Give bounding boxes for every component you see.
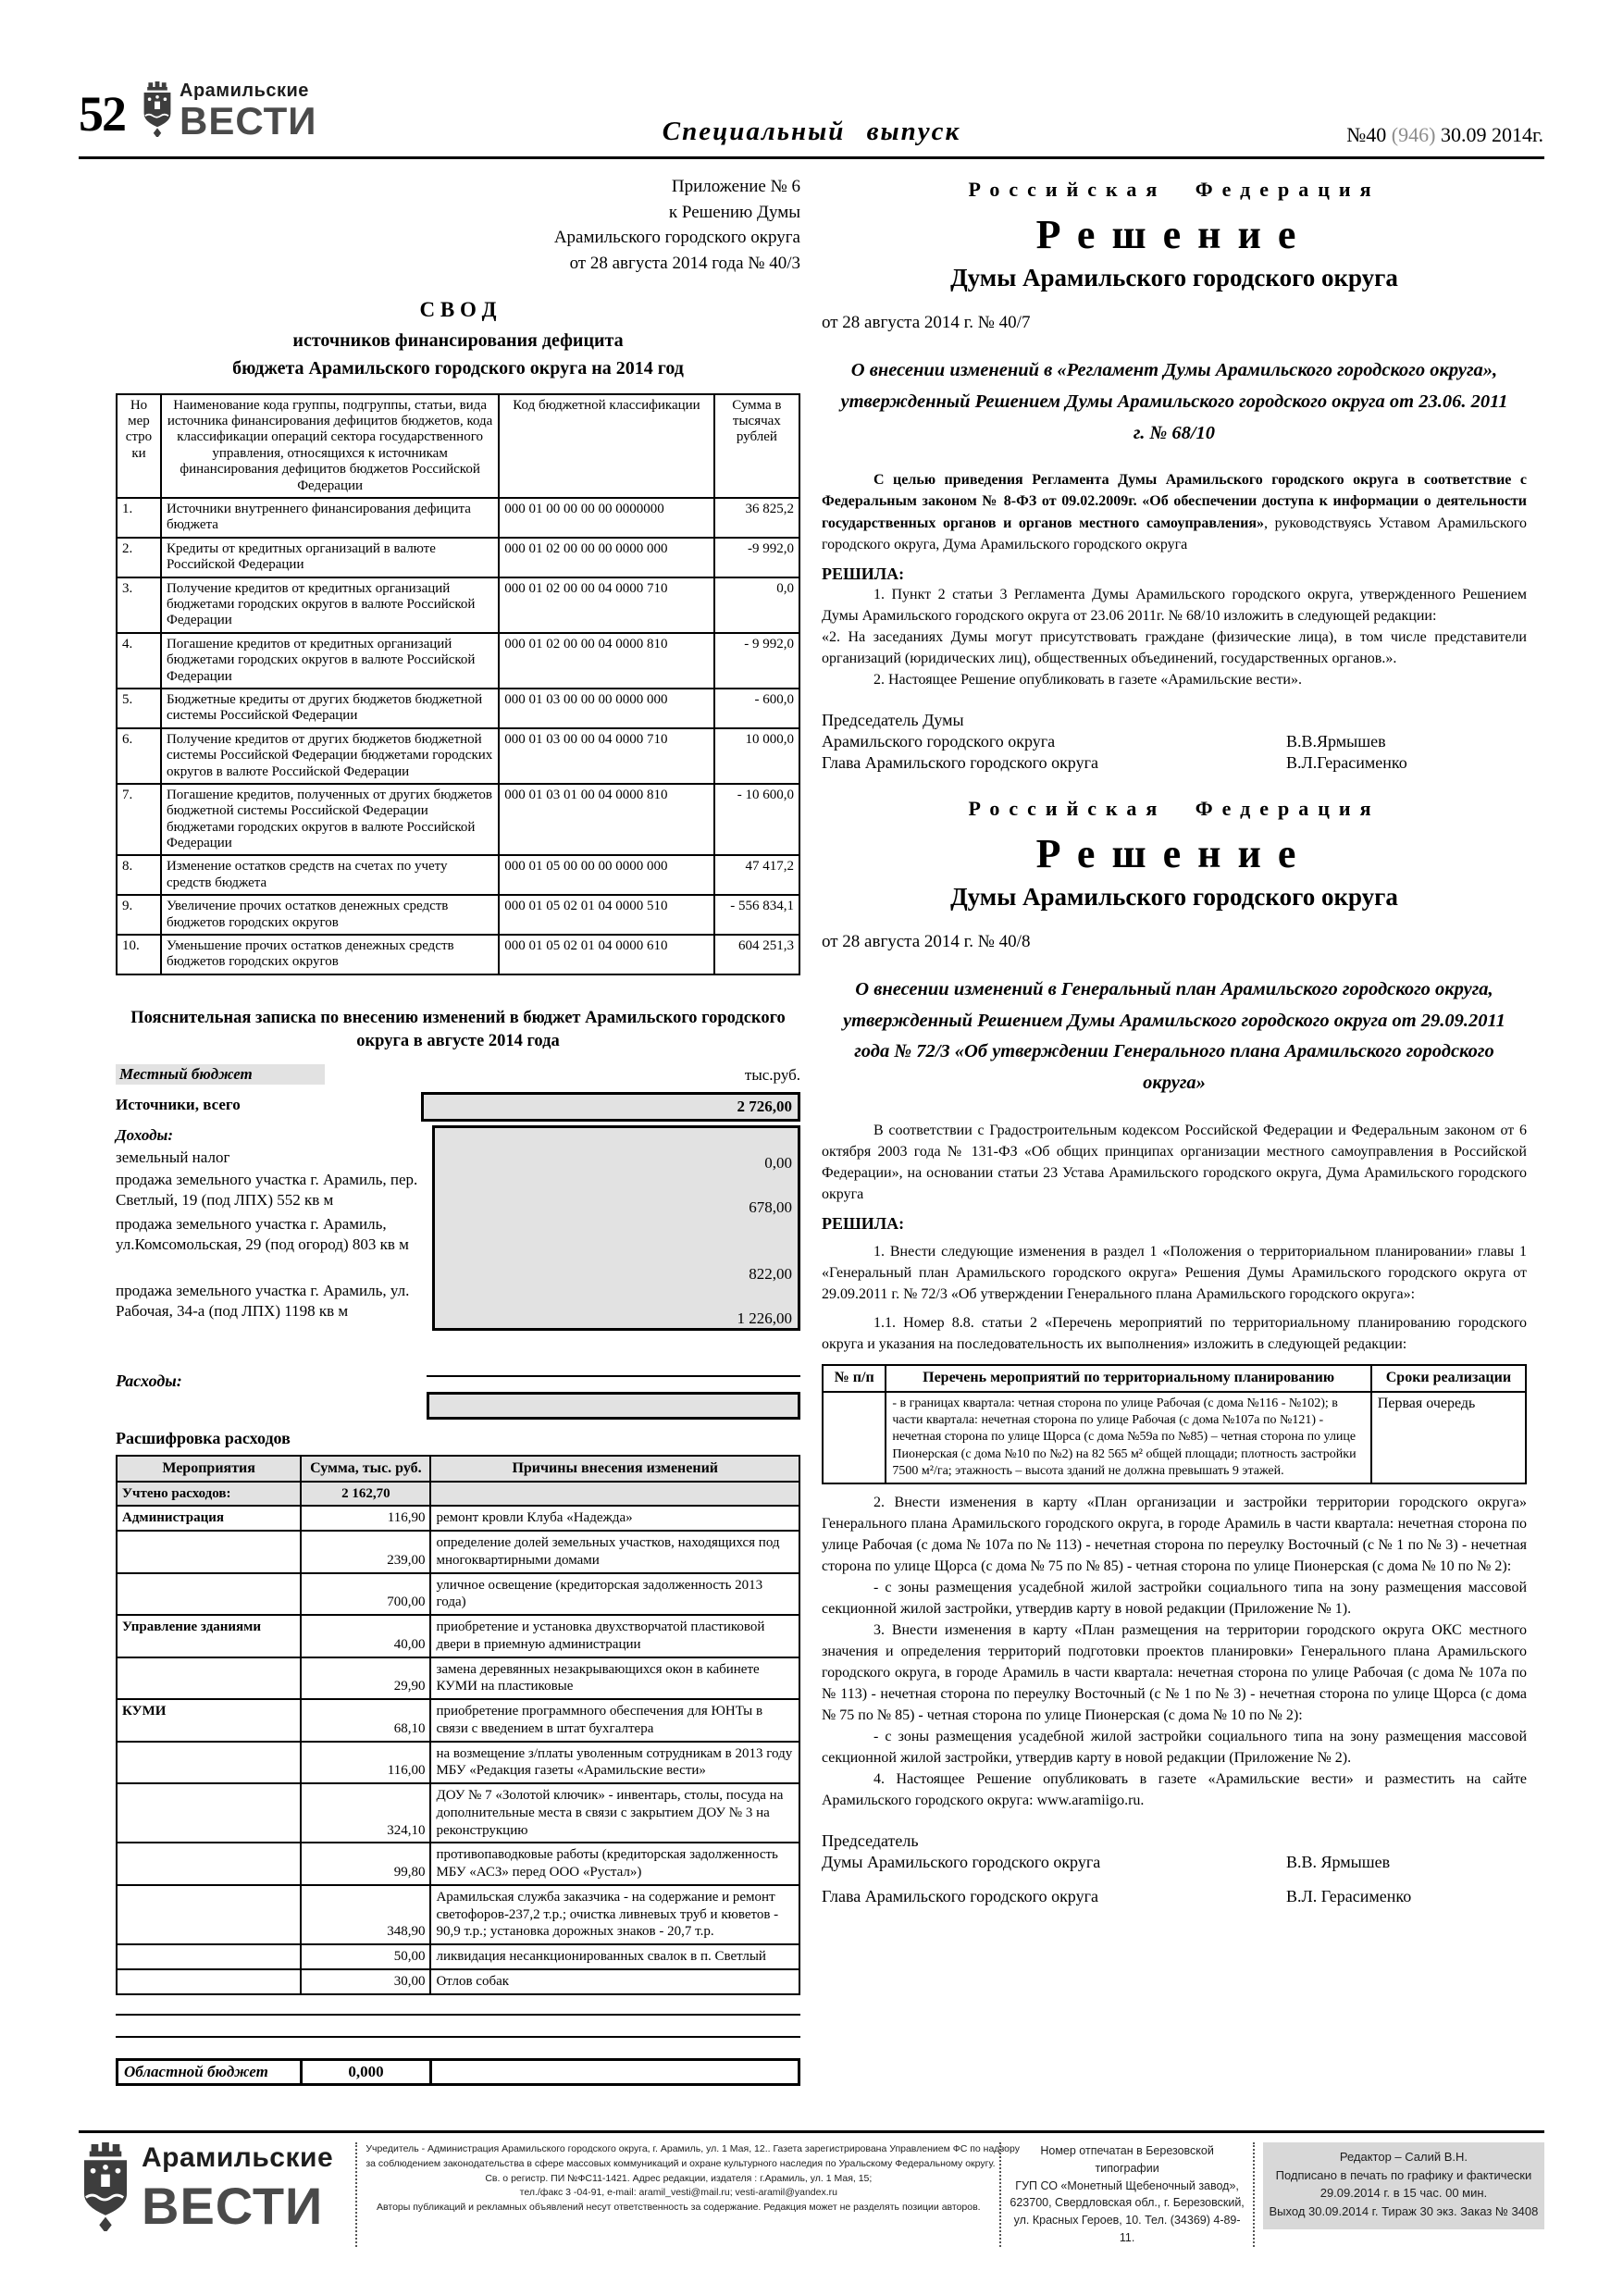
table-row: 9. Увеличение прочих остатков денежных средств бюджетов городских округов 000 01 05 02 01 04 0000 510 - 556 834,1: [117, 895, 799, 935]
signature-label: Глава Арамильского городского округа: [822, 752, 1098, 772]
signature-label: Глава Арамильского городского округа: [822, 1887, 1098, 1906]
paragraph: 3. Внести изменения в карту «План размещения на территории городского округа ОКС местного значения и определения территорий подготовки проектов планировки» Генерального плана Арамильского городского округа, в городе Арамиль в части квартала: нечетная сторона по улице Рабочая (с дома № 107а по № 113) - нечетная сторона по переулку Восточный (с № 1 по № 3) - нечетная сторона по улице Щорса (с дома № 75 по № 85) - четная сторона по улице Пионерская (с дома № 10 по № 2):: [822, 1622, 1527, 1724]
table-row: Учтено расходов: 2 162,70: [117, 1482, 799, 1507]
footer-editor-info: Редактор – Салий В.Н. Подписано в печать по графику и фактически 29.09.2014 г. в 15 час. 00 мин. Выход 30.09.2014 г. Тираж 30 экз. Заказ № 3408: [1263, 2142, 1544, 2229]
table-row: 29,90 замена деревянных незакрывающихся окон в кабинете КУМИ на пластиковые: [117, 1657, 799, 1700]
left-column: [116, 174, 800, 2086]
issue-type: Специальный выпуск: [662, 117, 961, 146]
signatures: [822, 711, 1527, 773]
divider-line: [427, 1375, 800, 1377]
table-row: 8. Изменение остатков средств на счетах по учету средств бюджета 000 01 05 00 00 00 0000 000 47 417,2: [117, 855, 799, 895]
decision-40-7: [822, 178, 1527, 773]
expenses-block: [116, 1368, 800, 1420]
country-heading: Российская Федерация: [968, 178, 1381, 201]
table-row: 3. Получение кредитов от кредитных организаций бюджетами городских округов в валюте Российской Федерации 000 01 02 00 00 04 0000 710 0,0: [117, 577, 799, 633]
table-header-row: Мероприятия Сумма, тыс. руб. Причины внесения изменений: [117, 1456, 799, 1482]
income-item-value: 678,00: [749, 1198, 792, 1216]
dateline: от 28 августа 2014 г. № 40/8: [822, 931, 1031, 951]
income-item-label: продажа земельного участка г. Арамиль, ул.Комсомольская, 29 (под огород) 803 кв м: [116, 1214, 409, 1253]
income-item-label: земельный налог: [116, 1148, 230, 1166]
table-row: Администрация 116,90 ремонт кровли Клуба «Надежда»: [117, 1506, 799, 1531]
preamble: С целью приведения Регламента Думы Арамильского городского округа в соответствие с Федеральным законом № 8-ФЗ от 09.02.2009г. «Об обеспечении доступа к информации о деятельности государственных органов и органов местного самоуправления», руководствуясь Уставом Арамильского городского округа, Дума Арамильского городского округа: [822, 472, 1527, 552]
issue-number: №40 (946) 30.09 2014г.: [1346, 123, 1543, 146]
country-heading: Российская Федерация: [968, 796, 1381, 820]
masthead-top: Арамильские: [142, 2142, 334, 2173]
masthead-bottom: ВЕСТИ: [180, 99, 317, 143]
signature-label: Арамильского городского округа: [822, 731, 1056, 751]
paragraph: - с зоны размещения усадебной жилой застройки социального типа на зону размещения массовой секционной жилой застройки, утвердив карту в новой редакции (Приложение № 1).: [822, 1580, 1527, 1618]
paragraph: - с зоны размещения усадебной жилой застройки социального типа на зону размещения массовой секционной жилой застройки, утвердив карту в новой редакции (Приложение № 2).: [822, 1729, 1527, 1767]
paragraph: 1.1. Номер 8.8. статьи 2 «Перечень мероприятий по территориальному планированию городского округа и указания на последовательность их выполнения» изложить в следующей редакции:: [822, 1315, 1527, 1353]
table-row: 4. Погашение кредитов от кредитных организаций бюджетами городских округов в валюте Российской Федерации 000 01 02 00 00 04 0000 810 - 9 992,0: [117, 633, 799, 689]
table-header-row: № п/п Перечень мероприятий по территориальному планированию Сроки реализации: [823, 1365, 1526, 1392]
table-row: 2. Кредиты от кредитных организаций в валюте Российской Федерации 000 01 02 00 00 00 0000 000 -9 992,0: [117, 538, 799, 577]
doc-type-heading: Решение: [1035, 830, 1313, 876]
decision-title: О внесении изменений в «Регламент Думы Арамильского городского округа», утвержденный Решением Думы Арамильского городского округа от 23.06. 2011 г. № 68/10: [840, 360, 1508, 443]
paragraph: 1. Внести следующие изменения в раздел 1 «Положения о территориальном планировании» главы 1 «Генеральный план Арамильского городского округа» Решения Думы Арамильского городского округа от 29.09.2011 г. № 72/3 «Об утверждении Генерального плана Арамильского городского округа»:: [822, 1244, 1527, 1303]
dateline: от 28 августа 2014 г. № 40/7: [822, 313, 1031, 332]
sources-total-value: 2 726,00: [421, 1092, 800, 1122]
expense-breakdown-table: [116, 1455, 800, 1995]
table-row: 10. Уменьшение прочих остатков денежных средств бюджетов городских округов 000 01 05 02 01 04 0000 610 604 251,3: [117, 935, 799, 974]
signature-name: В.В. Ярмышев: [1286, 1853, 1391, 1872]
divider-line: [116, 2036, 800, 2038]
paragraph: 2. Настоящее Решение опубликовать в газете «Арамильские вести».: [873, 671, 1302, 688]
paragraph: 4. Настоящее Решение опубликовать в газете «Арамильские вести» и разместить на сайте Арамильского городского округа: www.aramiigo.ru.: [822, 1771, 1527, 1809]
local-budget-label: Местный бюджет: [116, 1064, 325, 1085]
header-rule: [79, 156, 1544, 159]
resolved-label: РЕШИЛА:: [822, 564, 905, 583]
doc-type-heading: Решение: [1035, 212, 1313, 257]
signature-name: В.Л. Герасименко: [1286, 1887, 1412, 1906]
table-row: 324,10 ДОУ № 7 «Золотой ключик» - инвентарь, столы, посуда на дополнительные места в связи с закрытием ДОУ № 3 на реконструкцию: [117, 1783, 799, 1843]
territorial-planning-table: [822, 1364, 1527, 1484]
table-row: 6. Получение кредитов от других бюджетов бюджетной системы Российской Федерации бюджетами городских округов в валюте Российской Федерации 000 01 03 00 00 04 0000 710 10 000,0: [117, 728, 799, 784]
org-heading: Думы Арамильского городского округа: [950, 264, 1398, 292]
footer-publisher-info: Учредитель - Администрация Арамильского городского округа, г. Арамиль, ул. 1 Мая, 12.. Газета зарегистрирована Управлением ФС по надзору за соблюдением законодательства в сфере массовых коммуникаций и охране культурного наследия по Уральскому Федеральному округу. Св. о регистр. ПИ №ФС11-1421. Адрес редакции, издателя : г.Арамиль, ул. 1 Мая, 15; тел./факс 3 -04-91, e-mail: aramil_vesti@mail.ru; vesti-aramil@yandex.ru Авторы публикаций и рекламных объявлений несут ответственность за содержание. Редакция может не разделять позиции авторов.: [365, 2143, 1020, 2213]
unit-label: тыс.руб.: [744, 1065, 800, 1084]
masthead-top: Арамильские: [180, 81, 309, 101]
income-item-label: продажа земельного участка г. Арамиль, пер. Светлый, 19 (под ЛПХ) 552 кв м: [116, 1170, 418, 1209]
signatures: [822, 1831, 1527, 1906]
table-row: 116,00 на возмещение з/платы уволенным сотрудникам в 2013 году МБУ «Редакция газеты «Арамильские вести»: [117, 1742, 799, 1784]
income-values-block: [116, 1125, 800, 1346]
table-row: - в границах квартала: четная сторона по улице Рабочая (с дома №116 - №102); в части квартала: нечетная сторона по улице Рабочая (с дома №107а по №121) - нечетная сторона по улице Щорса (с дома №59а по №85) – четная сторона по улице Пионерская (с дома №10 по №2) на 82 565 м² общей площади; плотность застройки 7500 м²/га; этажность – высота зданий не должна превышать 9 этажей. Первая очередь: [823, 1392, 1526, 1483]
footer-separator: [1253, 2142, 1255, 2247]
income-item-value: 822,00: [749, 1264, 792, 1283]
paragraph: 1. Пункт 2 статьи 3 Регламента Думы Арамильского городского округа, утвержденного Решением Думы Арамильского городского округа от 23.06 2011г. № 68/10 изложить в следующей редакции:: [822, 586, 1527, 624]
divider-line: [116, 2014, 800, 2016]
sources-total-label: Источники, всего: [116, 1095, 241, 1113]
signature-name: В.В.Ярмышев: [1286, 731, 1386, 751]
right-column: [822, 178, 1527, 1906]
income-item-value: 1 226,00: [737, 1309, 792, 1327]
signature-label: Председатель Думы: [822, 710, 964, 729]
table-row: 1. Источники внутреннего финансирования дефицита бюджета 000 01 00 00 00 00 0000000 36 825,2: [117, 498, 799, 538]
coat-of-arms-icon: [79, 2142, 132, 2236]
deficit-sources-table: [116, 393, 800, 975]
svod-title: С В О Д источников финансирования дефицита бюджета Арамильского городского округа на 2014 год: [232, 298, 684, 379]
explanatory-note-title: Пояснительная записка по внесению изменений в бюджет Арамильского городского округа в августе 2014 года: [130, 1008, 786, 1050]
income-values-box: [432, 1125, 800, 1331]
resolved-label: РЕШИЛА:: [822, 1214, 905, 1234]
paragraph: «2. На заседаниях Думы могут присутствовать граждане (физические лица), в том числе представители организаций (юридических лиц), общественных объединений, государственных органов.».: [822, 628, 1527, 666]
expenses-empty-box: [427, 1392, 800, 1420]
income-label: Доходы:: [116, 1125, 174, 1144]
table-row: 30,00 Отлов собак: [117, 1969, 799, 1994]
table-row: 99,80 противопаводковые работы (кредиторская задолженность МБУ «АСЗ» перед ООО «Рустал»): [117, 1843, 799, 1885]
masthead-bottom: ВЕСТИ: [142, 2177, 324, 2235]
income-item-label: продажа земельного участка г. Арамиль, ул. Рабочая, 34-а (под ЛПХ) 1198 кв м: [116, 1281, 410, 1320]
footer-print-info: Номер отпечатан в Березовской типографии ГУП СО «Монетный Щебеночный завод», 623700, Свердловская обл., г. Березовский, ул. Красных Героев, 10. Тел. (34369) 4-89-11.: [1010, 2144, 1245, 2244]
signature-label: Председатель: [822, 1831, 919, 1851]
footer-logo: [79, 2142, 347, 2236]
paragraph: 2. Внести изменения в карту «План организации и застройки территории городского округа» Генерального плана Арамильского городского округа, в городе Арамиль в части квартала: нечетная сторона по улице Рабочая (с дома № 107а по № 113) - нечетная сторона по переулку Восточный (с № 1 по № 3) - нечетная сторона по улице Щорса (с дома № 75 по № 85) - четная сторона по улице Пионерская (с дома № 10 по № 2):: [822, 1494, 1527, 1575]
signature-name: В.Л.Герасименко: [1286, 752, 1407, 772]
table-row: 348,90 Арамильская служба заказчика - на содержание и ремонт светофоров-237,2 т.р.; очистка ливневых труб и кюветов - 90,9 т.р.; установка дорожных знаков - 20,7 т.р.: [117, 1885, 799, 1944]
footer-separator: [355, 2142, 357, 2247]
regional-budget-row: Областной бюджет 0,000: [116, 2058, 800, 2086]
local-budget-block: [116, 1064, 800, 1346]
table-row: 700,00 уличное освещение (кредиторская задолженность 2013 года): [117, 1573, 799, 1616]
signature-label: Думы Арамильского городского округа: [822, 1853, 1101, 1872]
footer: [79, 2130, 1544, 2247]
table-row: 5. Бюджетные кредиты от других бюджетов бюджетной системы Российской Федерации 000 01 03 00 00 00 0000 000 - 600,0: [117, 689, 799, 728]
expenses-label: Расходы:: [116, 1371, 182, 1390]
appendix-reference: Приложение № 6 к Решению Думы Арамильского городского округа от 28 августа 2014 года № 40/3: [553, 177, 800, 273]
expense-breakdown-title: Расшифровка расходов: [116, 1428, 291, 1447]
preamble: В соответствии с Градостроительным кодексом Российской Федерации и Федеральным законом от 6 октября 2003 года № 131-ФЗ «Об общих принципах организации местного самоуправления в Российской Федерации», на основании статьи 23 Устава Арамильского городского округа, Дума Арамильского городского округа: [822, 1122, 1527, 1203]
footer-separator: [999, 2142, 1001, 2247]
table-header-row: Но мер стро ки Наименование кода группы, подгруппы, статьи, вида источника финансирования дефицитов бюджетов, кода классификации операций сектора государственного управления, относящихся к источникам финансирования дефицитов бюджетов Российской Федерации Код бюджетной классификации Сумма в тысячах рублей: [117, 394, 799, 498]
table-row: Управление зданиями 40,00 приобретение и установка двухстворчатой пластиковой двери в приемную администрации: [117, 1615, 799, 1657]
income-item-value: 0,00: [764, 1153, 792, 1172]
table-row: 239,00 определение долей земельных участков, находящихся под многоквартирными домами: [117, 1531, 799, 1573]
decision-title: О внесении изменений в Генеральный план Арамильского городского округа, утвержденный Решением Думы Арамильского городского округа от 29.09.2011 года № 72/3 «Об утверждении Генерального плана Арамильского городского округа»: [843, 978, 1505, 1094]
page-number: 52: [79, 86, 125, 142]
decision-40-8: [822, 797, 1527, 1907]
org-heading: Думы Арамильского городского округа: [950, 882, 1398, 911]
table-row: 7. Погашение кредитов, полученных от других бюджетов бюджетной системы Российской Федерации бюджетами городских округов в валюте Российской Федерации 000 01 03 01 00 04 0000 810 - 10 600,0: [117, 784, 799, 856]
table-row: КУМИ 68,10 приобретение программного обеспечения для ЮНТы в связи с введением в штат бухгалтера: [117, 1699, 799, 1742]
table-row: 50,00 ликвидация несанкционированных свалок в п. Светлый: [117, 1944, 799, 1969]
